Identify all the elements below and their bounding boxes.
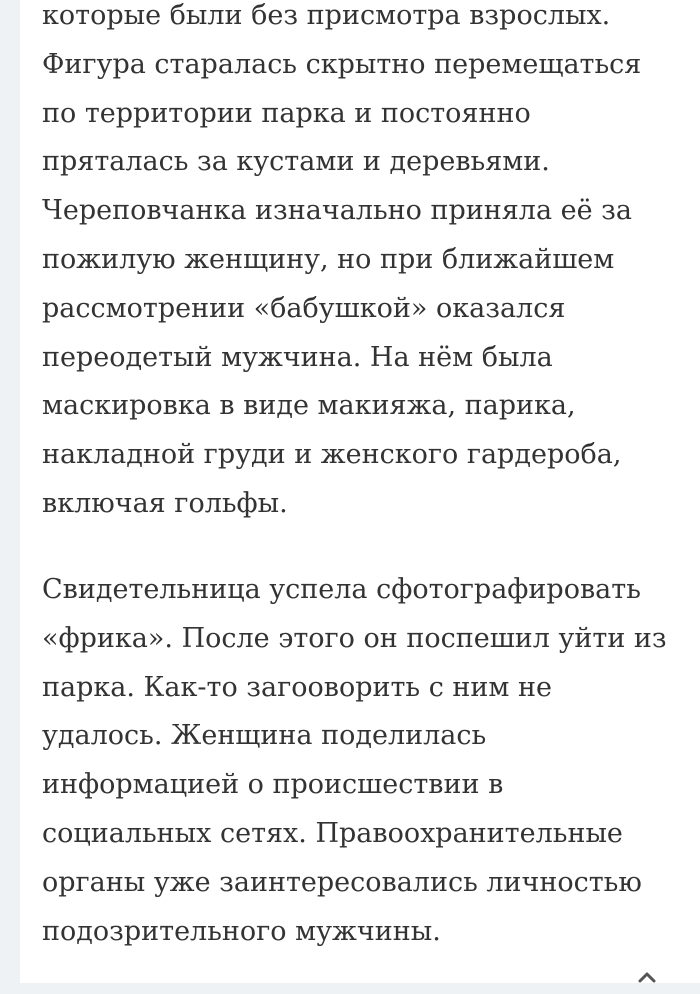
chevron-up-icon[interactable] — [636, 967, 658, 989]
article-paragraph-2: Свидетельница успела сфотографировать «фрика». После этого он поспешил уйти из парка. Как-то загоовoрить с ним не удалось. Женщина поделилась информацией о происшествии в социальных сетях. Правоохранительные органы уже заинтересовались личностью подозрительного мужчины. — [42, 574, 667, 947]
article-paragraph-1: которые были без присмотра взрослых. Фигура старалась скрытно перемещаться по территории парка и постоянно пряталась за кустами и деревьями. Череповчанка изначально приняла её за пожилую женщину, но при ближайшем рассмотрении «бабушкой» оказался переодетый мужчина. На нём была маскировка в виде макияжа, парика, накладной груди и женского гардероба, включая гольфы. — [42, 0, 642, 519]
article-card — [20, 0, 700, 983]
